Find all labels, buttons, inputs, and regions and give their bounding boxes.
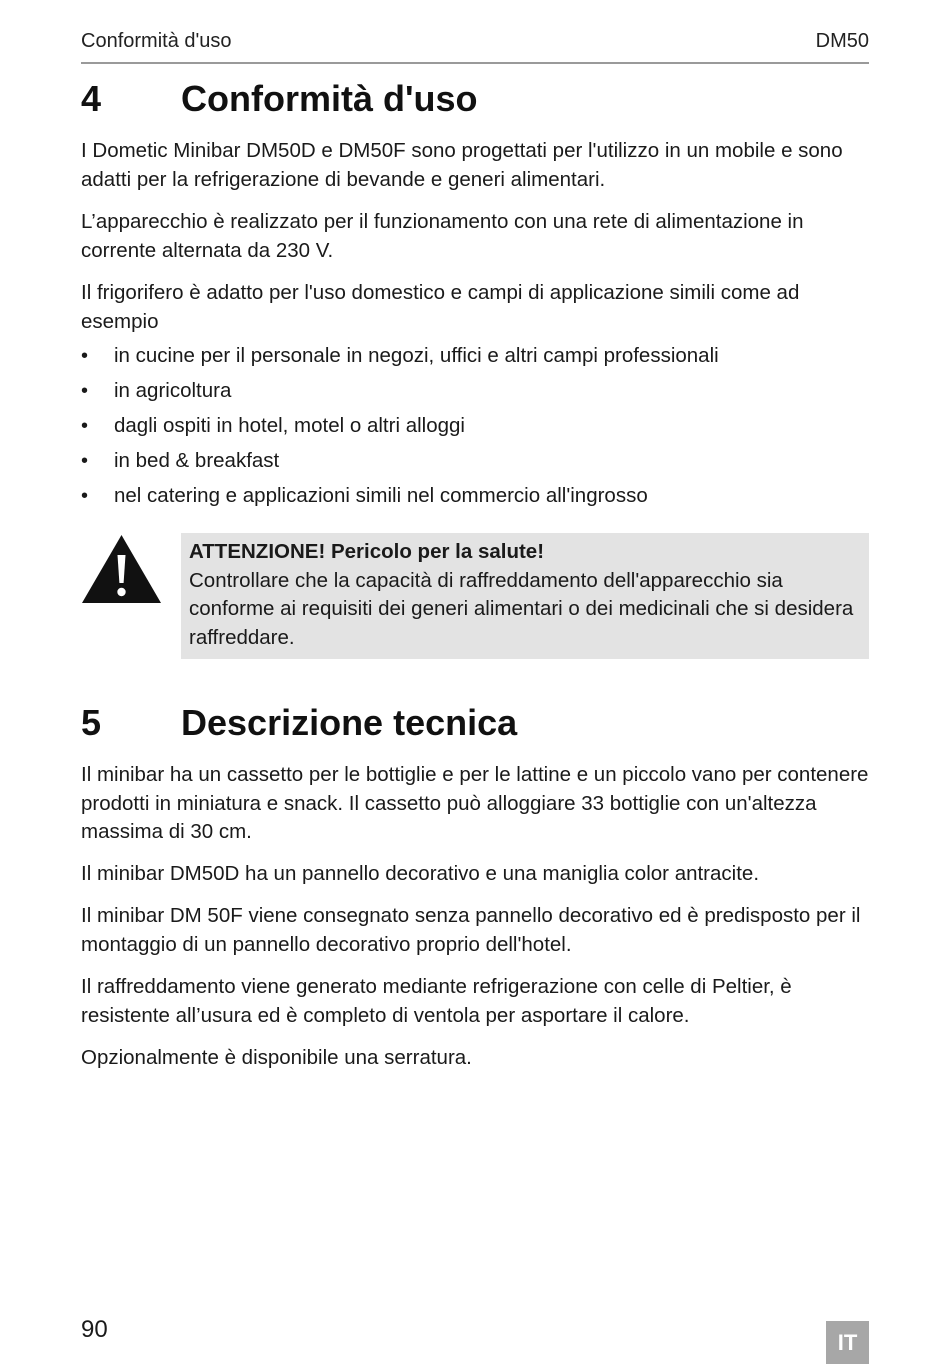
list-item-text: nel catering e applicazioni simili nel commercio all'ingrosso bbox=[114, 484, 648, 507]
list-item-text: in bed & breakfast bbox=[114, 449, 280, 472]
list-item-text: in agricoltura bbox=[114, 379, 232, 402]
paragraph: Il minibar DM 50F viene consegnato senza pannello decorativo ed è predisposto per il montaggio di un pannello decorativo proprio dell'hotel. bbox=[81, 904, 861, 956]
list-item bbox=[81, 342, 869, 371]
section-5-paragraph-1 bbox=[81, 761, 869, 847]
section-5 bbox=[81, 702, 869, 744]
list-item-text: dagli ospiti in hotel, motel o altri alloggi bbox=[114, 414, 465, 437]
section-5-paragraph-2 bbox=[81, 860, 869, 889]
running-header-model: DM50 bbox=[815, 30, 869, 52]
section-4-title: Conformità d'uso bbox=[181, 78, 478, 119]
running-header bbox=[81, 30, 869, 64]
paragraph: L’apparecchio è realizzato per il funzionamento con una rete di alimentazione in corrente alternata da 230 V. bbox=[81, 210, 804, 262]
section-5-paragraph-3 bbox=[81, 902, 869, 959]
section-5-paragraph-4 bbox=[81, 973, 869, 1030]
paragraph: Il frigorifero è adatto per l'uso domestico e campi di applicazione simili come ad esempio bbox=[81, 281, 800, 333]
list-item bbox=[81, 447, 869, 476]
section-4-paragraph-3 bbox=[81, 279, 869, 336]
section-5-heading bbox=[81, 702, 869, 744]
paragraph: Il raffreddamento viene generato mediante refrigerazione con celle di Peltier, è resistente all’usura ed è completo di ventola per asportare il calore. bbox=[81, 975, 792, 1027]
bullet-icon: • bbox=[81, 450, 89, 472]
bullet-icon: • bbox=[81, 380, 89, 402]
running-header-section: Conformità d'uso bbox=[81, 30, 232, 52]
section-4-paragraph-2 bbox=[81, 208, 869, 265]
bullet-icon: • bbox=[81, 485, 89, 507]
paragraph: I Dometic Minibar DM50D e DM50F sono progettati per l'utilizzo in un mobile e sono adatti per la refrigerazione di bevande e generi alimentari. bbox=[81, 139, 843, 191]
warning-title: ATTENZIONE! Pericolo per la salute! bbox=[189, 540, 545, 563]
section-5-number: 5 bbox=[81, 702, 102, 743]
health-warning bbox=[81, 533, 869, 659]
list-item bbox=[81, 377, 869, 406]
paragraph: Opzionalmente è disponibile una serratura. bbox=[81, 1046, 472, 1069]
section-5-title: Descrizione tecnica bbox=[181, 702, 518, 743]
section-4-heading bbox=[81, 78, 869, 120]
warning-triangle-icon bbox=[81, 533, 162, 605]
section-4-paragraph-1 bbox=[81, 137, 869, 194]
bullet-icon: • bbox=[81, 345, 89, 367]
section-5-paragraph-5 bbox=[81, 1044, 869, 1073]
section-4 bbox=[81, 78, 869, 120]
bullet-icon: • bbox=[81, 415, 89, 437]
paragraph: Il minibar ha un cassetto per le bottiglie e per le lattine e un piccolo vano per contenere prodotti in miniatura e snack. Il cassetto può alloggiare 33 bottiglie con un'altezza massima di 30 cm. bbox=[81, 763, 869, 843]
list-item bbox=[81, 482, 869, 511]
usage-list bbox=[81, 342, 869, 517]
page-number: 90 bbox=[81, 1316, 108, 1343]
warning-box bbox=[181, 533, 869, 659]
list-item-text: in cucine per il personale in negozi, uffici e altri campi professionali bbox=[114, 344, 719, 367]
paragraph: Il minibar DM50D ha un pannello decorativo e una maniglia color antracite. bbox=[81, 862, 760, 885]
section-4-number: 4 bbox=[81, 78, 102, 119]
warning-text: Controllare che la capacità di raffreddamento dell'apparecchio sia conforme ai requisiti dei generi alimentari o dei medicinali che si desidera raffreddare. bbox=[189, 568, 854, 649]
language-tab: IT bbox=[826, 1321, 869, 1364]
list-item bbox=[81, 412, 869, 441]
